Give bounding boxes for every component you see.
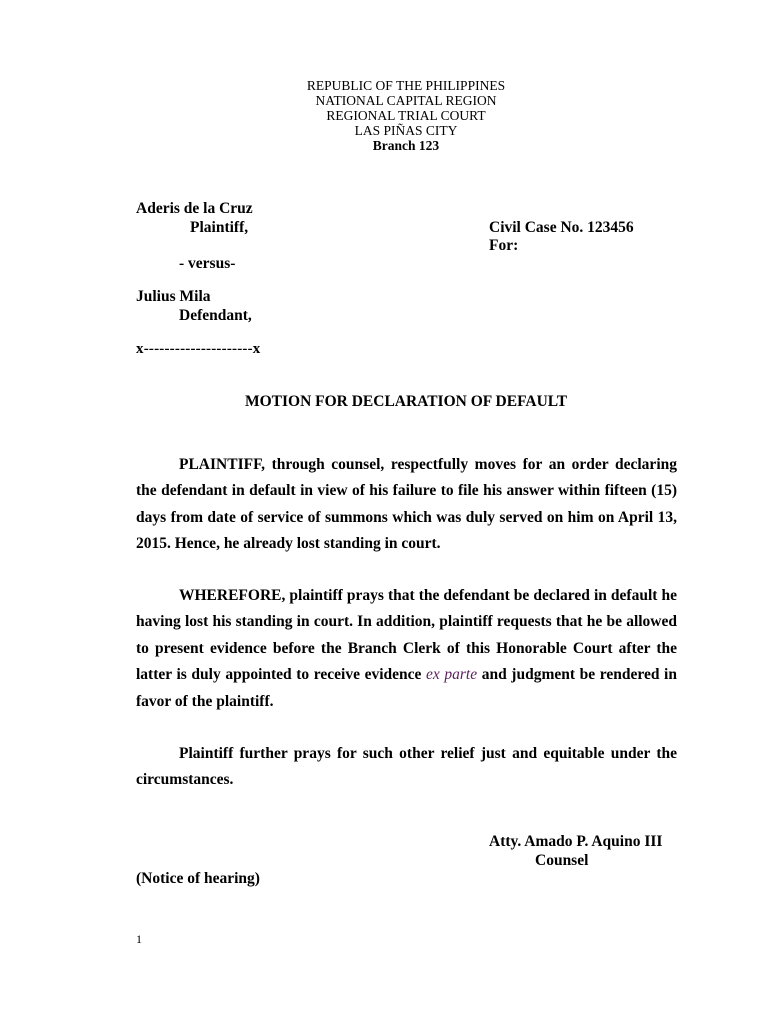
prayer-ex-parte: ex parte — [426, 666, 478, 684]
case-number: Civil Case No. 123456 — [489, 219, 634, 236]
versus-label: - versus- — [179, 255, 236, 272]
header-republic: REPUBLIC OF THE PHILIPPINES — [306, 78, 506, 93]
plaintiff-name: Aderis de la Cruz — [136, 200, 253, 217]
plaintiff-label: Plaintiff, — [190, 219, 249, 236]
counsel-name: Atty. Amado P. Aquino III — [489, 833, 663, 850]
prayer-text-start: WHEREFORE, plaintiff prays that the defendant be declared in default he having lost his standing in court. In addition, plaintiff requests that he be allowed to present evidence before the Branch Clerk of this Honorable Court after the latter is duly appointed to receive evidence — [136, 587, 677, 684]
defendant-label: Defendant, — [179, 307, 252, 324]
page-number: 1 — [136, 932, 142, 946]
paragraph-prayer — [136, 583, 677, 715]
header-city: LAS PIÑAS CITY — [354, 123, 458, 138]
paragraph-motion: PLAINTIFF, through counsel, respectfully moves for an order declaring the defendant in default in view of his failure to file his answer within fifteen (15) days from date of service of summons which was duly served on him on April 13, 2015. Hence, he already lost standing in court. — [136, 456, 677, 553]
notice-of-hearing: (Notice of hearing) — [136, 870, 260, 887]
defendant-name: Julius Mila — [136, 288, 211, 305]
header-region: NATIONAL CAPITAL REGION — [315, 93, 497, 108]
court-header — [0, 78, 768, 153]
header-branch: Branch 123 — [372, 138, 440, 153]
header-court: REGIONAL TRIAL COURT — [326, 108, 486, 123]
prayer-text-end: and judgment be rendered in favor of the plaintiff. — [136, 666, 677, 710]
counsel-role: Counsel — [535, 852, 589, 869]
for-label: For: — [489, 237, 519, 254]
caption-separator: x---------------------x — [136, 341, 261, 357]
motion-title: MOTION FOR DECLARATION OF DEFAULT — [244, 393, 568, 410]
paragraph-relief: Plaintiff further prays for such other relief just and equitable under the circumstances. — [136, 745, 677, 789]
